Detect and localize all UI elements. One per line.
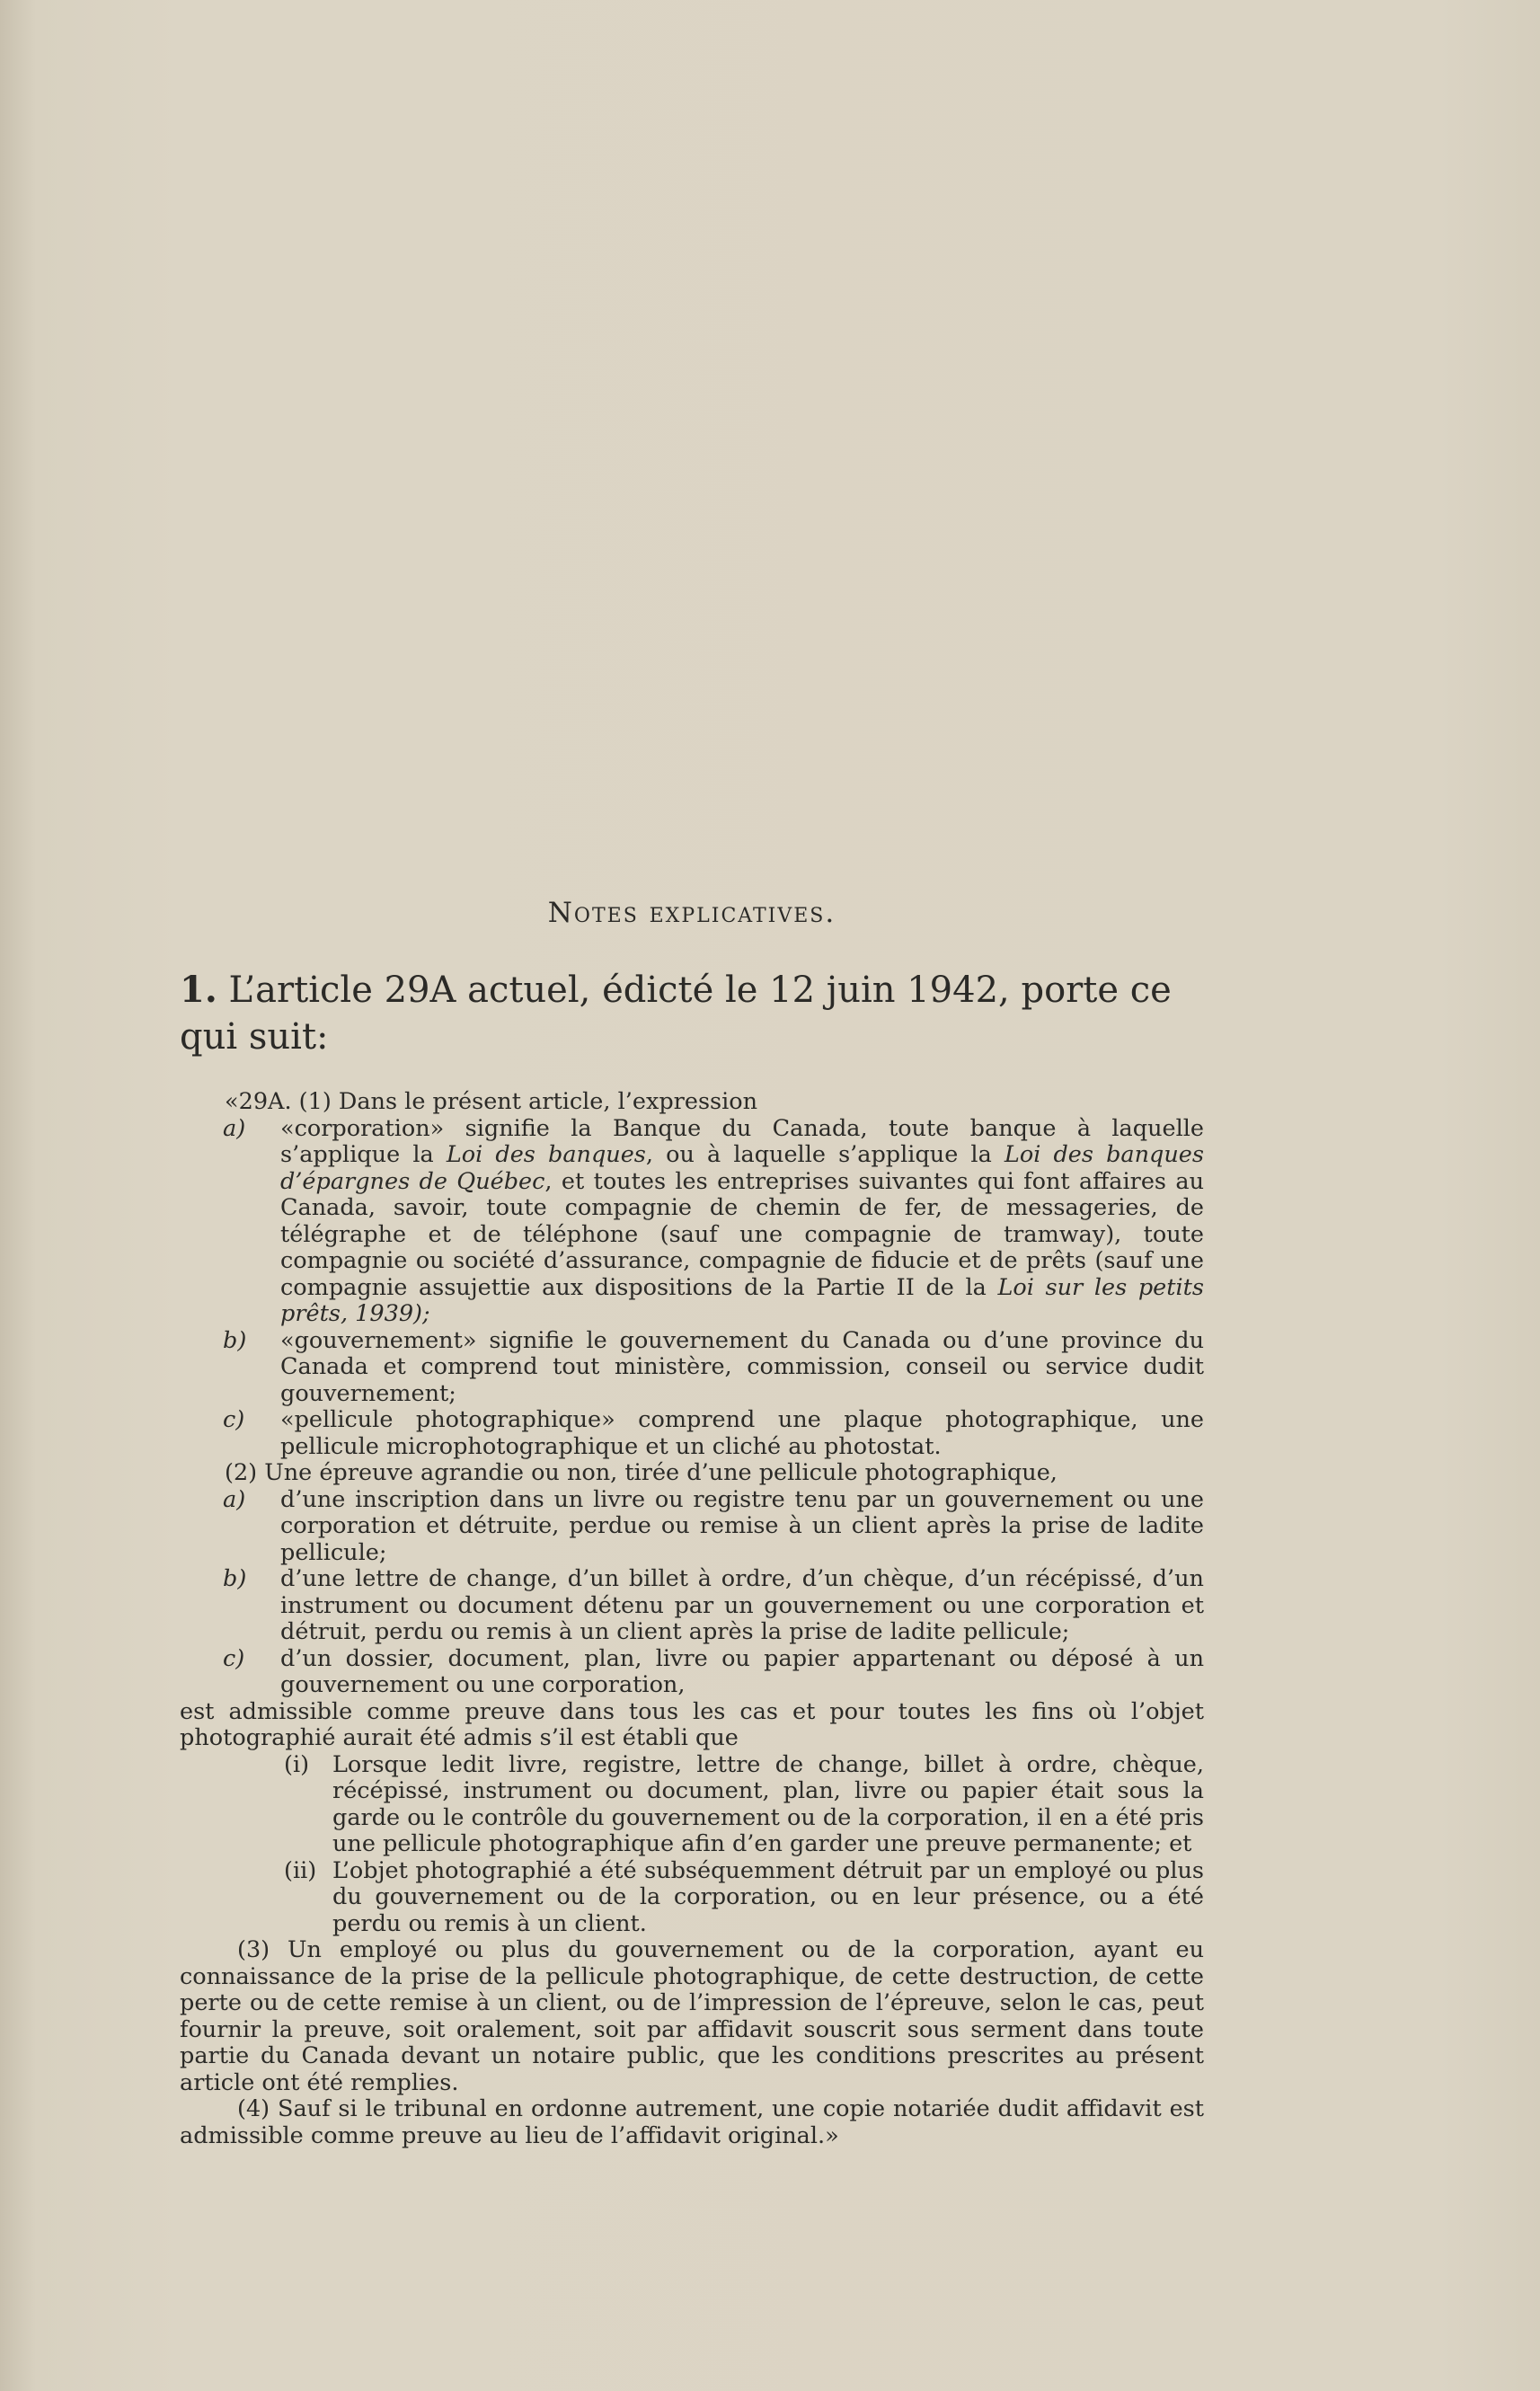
law-name-petits-prets: Loi sur les petits prêts, 1939); [280, 1273, 1204, 1327]
definition-c-text: «pellicule photographique» comprend une plaque photographique, une pellicule microphotographique et un cliché au photostat. [280, 1406, 1204, 1460]
quoted-article [180, 1089, 1204, 2149]
condition-ii-label: (ii) [284, 1856, 317, 1884]
paragraph-2-item-c [180, 1646, 1204, 1699]
paragraph-1-opening: «29A. (1) Dans le présent article, l’expression [225, 1088, 758, 1115]
condition-i-label: (i) [284, 1750, 310, 1778]
document-body [180, 897, 1204, 2149]
definition-b-label: b) [223, 1326, 247, 1354]
paragraph-2-closing: est admissible comme preuve dans tous les cas et pour toutes les fins où l’objet photographié aurait été admis s’il est établi que [180, 1697, 1204, 1751]
condition-ii [180, 1858, 1204, 1938]
definition-a [180, 1116, 1204, 1328]
intro-paragraph [180, 967, 1204, 1060]
paragraph-4: (4) Sauf si le tribunal en ordonne autrement, une copie notariée dudit affidavit est admissible comme preuve au lieu de l’affidavit original.» [180, 2095, 1204, 2149]
paragraph-2-item-a-text: d’une inscription dans un livre ou registre tenu par un gouvernement ou une corporation et détruite, perdue ou remise à un client après la prise de ladite pellicule; [280, 1485, 1204, 1566]
definition-c-label: c) [223, 1406, 245, 1433]
definition-b-text: «gouvernement» signifie le gouvernement du Canada ou d’une province du Canada et comprend tout ministère, commission, conseil ou service dudit gouvernement; [280, 1326, 1204, 1407]
law-name-banques: Loi des banques [446, 1141, 646, 1168]
paragraph-2-item-a [180, 1487, 1204, 1567]
condition-i [180, 1752, 1204, 1858]
paragraph-2-opening: (2) Une épreuve agrandie ou non, tirée d’une pellicule photographique, [225, 1459, 1058, 1486]
law-name-epargnes: Loi des banques d’épargnes de Québec [280, 1141, 1204, 1195]
definition-a-text-1: «corporation» signifie la Banque du Canada, toute banque à laquelle s’applique la [280, 1114, 1204, 1168]
definition-c [180, 1407, 1204, 1460]
paragraph-2-item-c-text: d’un dossier, document, plan, livre ou papier appartenant ou déposé à un gouvernement ou une corporation, [280, 1644, 1204, 1698]
definition-a-text-3: , et toutes les entreprises suivantes qui font affaires au Canada, savoir, toute compagnie de chemin de fer, de messageries, de télégraphe et de téléphone (sauf une compagnie de tramway), toute compagnie ou société d’assurance, compagnie de fiducie et de prêts (sauf une compagnie assujettie aux dispositions de la Partie II de la [280, 1167, 1205, 1301]
item-number: 1. [180, 969, 217, 1011]
paragraph-2-item-b-text: d’une lettre de change, d’un billet à ordre, d’un chèque, d’un récépissé, d’un instrument ou document détenu par un gouvernement ou une corporation et détruit, perdu ou remis à un client après la prise de ladite pellicule; [280, 1565, 1204, 1645]
paragraph-2-item-b [180, 1566, 1204, 1646]
definition-a-label: a) [223, 1114, 246, 1142]
definition-a-text-2: , ou à laquelle s’applique la [645, 1141, 1005, 1168]
condition-i-text: Lorsque ledit livre, registre, lettre de change, billet à ordre, chèque, récépissé, instrument ou document, plan, livre ou papier était sous la garde ou le contrôle du gouvernement ou de la corporation, il en a été pris une pellicule photographique afin d’en garder une preuve permanente; et [332, 1750, 1204, 1857]
intro-text: L’article 29A actuel, édicté le 12 juin 1942, porte ce qui suit: [180, 970, 1172, 1058]
section-heading: Notes explicatives. [547, 897, 836, 929]
paragraph-2-item-c-label: c) [223, 1644, 245, 1672]
condition-ii-text: L’objet photographié a été subséquemment détruit par un employé ou plus du gouvernement ou de la corporation, ou en leur présence, ou a été perdu ou remis à un client. [332, 1856, 1204, 1937]
paragraph-2-item-a-label: a) [223, 1485, 246, 1513]
definition-b [180, 1328, 1204, 1408]
paragraph-3: (3) Un employé ou plus du gouvernement ou de la corporation, ayant eu connaissance de la prise de la pellicule photographique, de cette destruction, de cette perte ou de cette remise à un client, ou de l’impression de l’épreuve, selon le cas, peut fournir la preuve, soit oralement, soit par affidavit souscrit sous serment dans toute partie du Canada devant un notaire public, que les conditions prescrites au présent article ont été remplies. [180, 1936, 1204, 2096]
paragraph-2-item-b-label: b) [223, 1565, 247, 1592]
